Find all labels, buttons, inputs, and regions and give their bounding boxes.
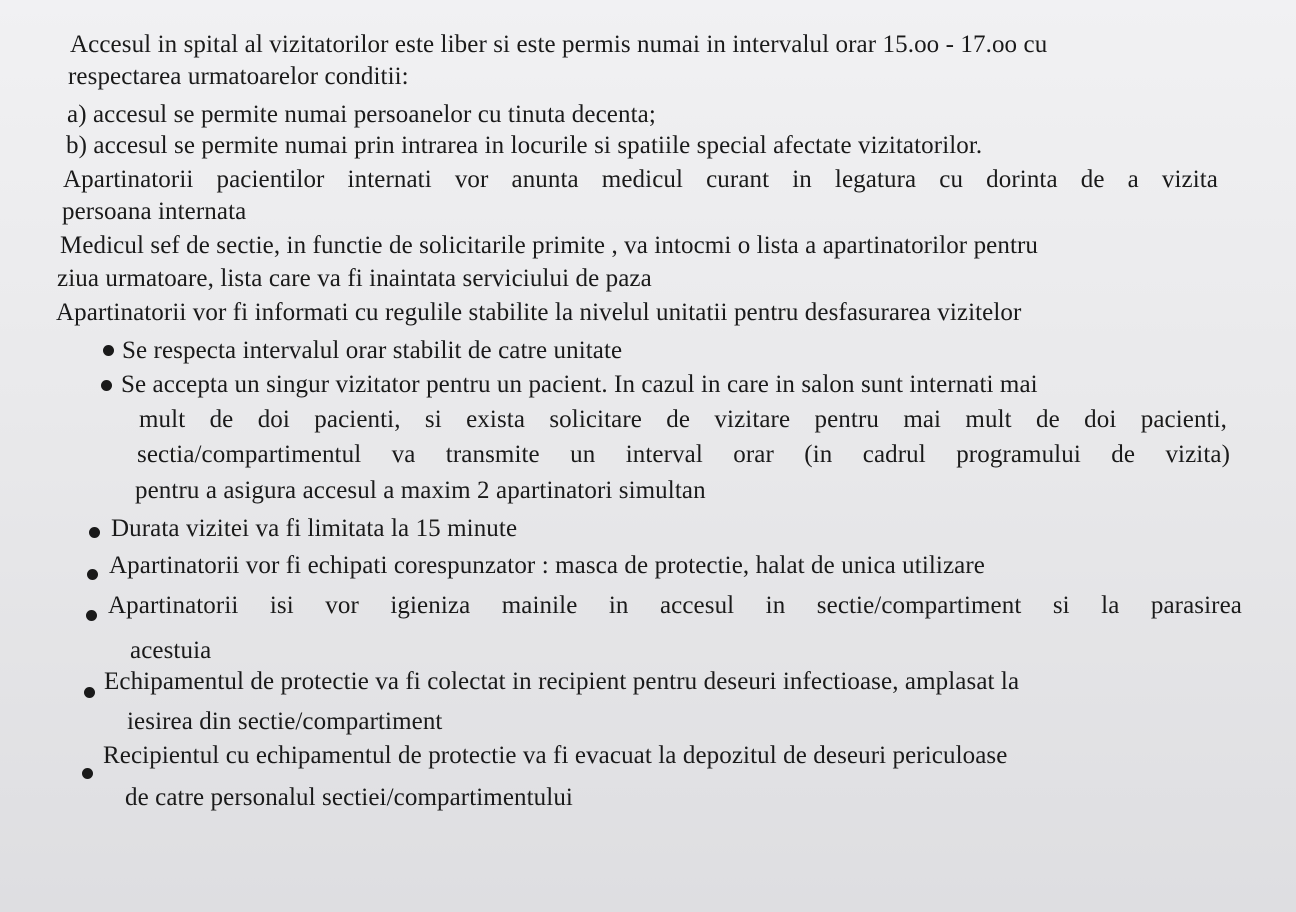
bullet-icon (89, 527, 100, 538)
paragraph-line: persoana internata (62, 198, 247, 225)
bullet-item: Apartinatorii isi vor igieniza mainile in accesul in sectie/compartiment si la parasirea (108, 592, 1242, 619)
paragraph-line: Apartinatorii pacientilor internati vor anunta medicul curant in legatura cu dorinta de a vizita (63, 166, 1218, 193)
bullet-icon (87, 569, 98, 580)
paragraph-line: Medicul sef de sectie, in functie de solicitarile primite , va intocmi o lista a apartinatorilor pentru (60, 232, 1039, 259)
bullet-icon (86, 610, 97, 621)
paragraph-line: a) accesul se permite numai persoanelor cu tinuta decenta; (67, 101, 656, 128)
bullet-item-continuation: sectia/compartimentul va transmite un interval orar (in cadrul programului de vizita) (137, 441, 1230, 468)
bullet-item: Durata vizitei va fi limitata la 15 minute (111, 515, 518, 542)
paragraph-line: b) accesul se permite numai prin intrarea in locurile si spatiile special afectate vizitatorilor. (66, 132, 983, 159)
bullet-icon (101, 380, 112, 391)
bullet-icon (82, 768, 93, 779)
paragraph-line: ziua urmatoare, lista care va fi inaintata serviciului de paza (57, 265, 652, 292)
paragraph-line: Apartinatorii vor fi informati cu regulile stabilite la nivelul unitatii pentru desfasurarea vizitelor (56, 299, 1022, 326)
bullet-item: Echipamentul de protectie va fi colectat in recipient pentru deseuri infectioase, amplasat la (104, 668, 1020, 695)
bullet-item-continuation: de catre personalul sectiei/compartimentului (125, 784, 573, 811)
bullet-item-continuation: mult de doi pacienti, si exista solicitare de vizitare pentru mai mult de doi pacienti, (139, 406, 1227, 433)
bullet-item: Se accepta un singur vizitator pentru un pacient. In cazul in care in salon sunt internati mai (121, 371, 1038, 398)
bullet-item-continuation: pentru a asigura accesul a maxim 2 apartinatori simultan (135, 477, 706, 504)
bullet-icon (84, 687, 95, 698)
paragraph-line: Accesul in spital al vizitatorilor este liber si este permis numai in intervalul orar 15.oo - 17.oo cu (70, 31, 1048, 58)
paragraph-line: respectarea urmatoarelor conditii: (68, 63, 409, 90)
bullet-item-continuation: acestuia (130, 637, 212, 664)
bullet-icon (103, 345, 114, 356)
bullet-item: Recipientul cu echipamentul de protectie va fi evacuat la depozitul de deseuri periculoase (103, 742, 1008, 769)
bullet-item: Se respecta intervalul orar stabilit de catre unitate (122, 337, 623, 364)
bullet-item-continuation: iesirea din sectie/compartiment (127, 708, 443, 735)
bullet-item: Apartinatorii vor fi echipati corespunzator : masca de protectie, halat de unica utilizare (109, 552, 985, 579)
